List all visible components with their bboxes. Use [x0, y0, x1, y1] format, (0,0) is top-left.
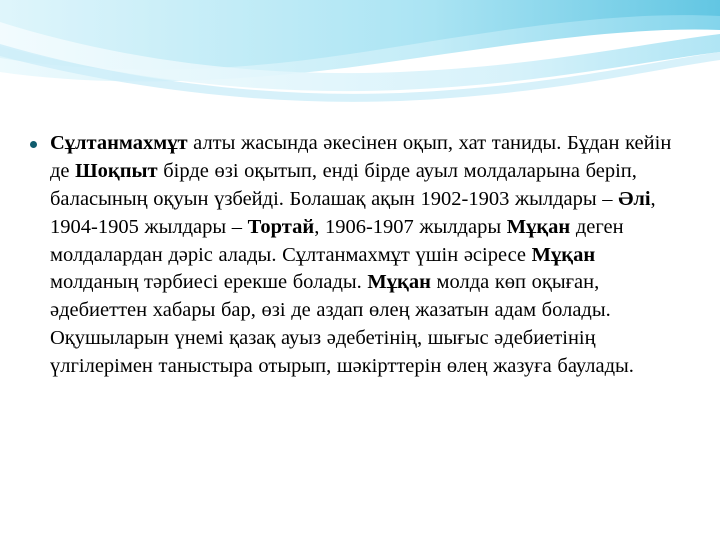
bullet-marker-icon: [30, 130, 50, 148]
body-paragraph: [50, 130, 686, 381]
emphasized-term: Мұқан: [506, 215, 571, 238]
text-run: , 1906-1907 жылдары: [314, 215, 507, 238]
emphasized-term: Сұлтанмахмұт: [50, 132, 188, 154]
slide-content: [0, 130, 720, 381]
text-run: бірде өзі оқытып, енді бірде ауыл молдаларына беріп, баласының оқуын үзбейді. Болашақ ақын 1902-1903 жылдары –: [50, 159, 637, 210]
text-run: молданың тәрбиесі ерекше болады.: [50, 271, 368, 294]
text-run: молда көп оқыған, әдебиеттен хабары бар, өзі де аздап өлең жазатын адам болады. Оқушыларын үнемі қазақ ауыз әдебетінің, шығыс әдебиетінің үлгілерімен таныстыра отырып, шәкірттерін өлең жазуға баулады.: [50, 271, 634, 377]
emphasized-term: Шоқпыт: [75, 159, 158, 182]
emphasized-term: Мұқан: [531, 243, 596, 266]
decorative-wave-graphic: [0, 0, 720, 120]
emphasized-term: Тортай: [247, 215, 315, 238]
text-run: деген молдалардан дәріс алады. Сұлтанмахмұт үшін әсіресе: [50, 215, 624, 266]
list-item: [30, 130, 686, 381]
text-run: , 1904-1905 жылдары –: [50, 187, 656, 238]
text-run: алты жасында әкесінен оқып, хат таниды. Бұдан кейін де: [50, 132, 672, 182]
emphasized-term: Әлі: [618, 187, 651, 210]
emphasized-term: Мұқан: [367, 271, 431, 294]
